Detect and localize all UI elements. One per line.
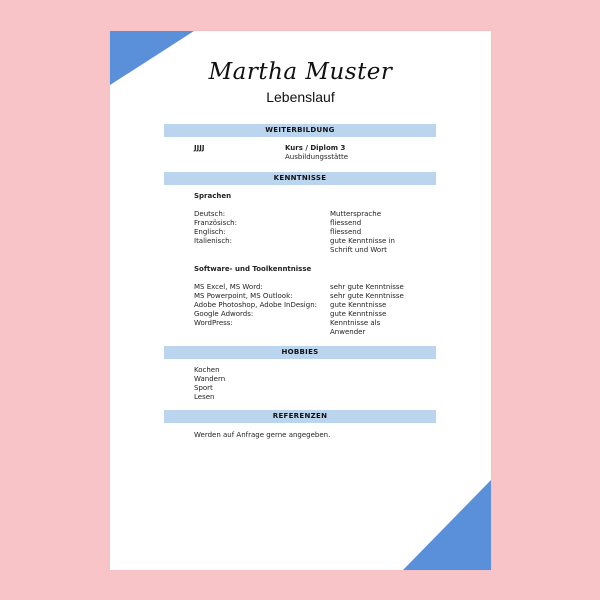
language-label: Englisch:: [194, 228, 226, 236]
language-value-continued: Schrift und Wort: [330, 246, 387, 254]
languages-heading: Sprachen: [194, 192, 232, 200]
language-label: Französisch:: [194, 219, 237, 227]
language-value: fliessend: [330, 228, 362, 236]
language-value: fliessend: [330, 219, 362, 227]
referenzen-text: Werden auf Anfrage gerne angegeben.: [194, 431, 331, 439]
hobby-item: Wandern: [194, 375, 226, 383]
software-value: gute Kenntnisse: [330, 310, 387, 318]
hobby-item: Kochen: [194, 366, 220, 374]
language-value: Muttersprache: [330, 210, 381, 218]
software-value: gute Kenntnisse: [330, 301, 387, 309]
hobby-item: Lesen: [194, 393, 215, 401]
software-label: MS Excel, MS Word:: [194, 283, 263, 291]
software-value: sehr gute Kenntnisse: [330, 283, 404, 291]
software-label: Google Adwords:: [194, 310, 254, 318]
weiterbildung-institution: Ausbildungsstätte: [285, 153, 349, 161]
weiterbildung-course: Kurs / Diplom 3: [285, 144, 346, 152]
section-header-hobbies: HOBBIES: [164, 346, 436, 359]
cv-page: [110, 31, 491, 570]
software-label: Adobe Photoshop, Adobe InDesign:: [194, 301, 317, 309]
software-value: Kenntnisse als: [330, 319, 381, 327]
software-label: WordPress:: [194, 319, 233, 327]
section-header-weiterbildung: WEITERBILDUNG: [164, 124, 436, 137]
corner-triangle-bottom-right: [403, 480, 491, 570]
weiterbildung-date: JJJJ: [194, 144, 205, 152]
person-name: Martha Muster: [208, 59, 393, 85]
language-label: Deutsch:: [194, 210, 226, 218]
software-value: sehr gute Kenntnisse: [330, 292, 404, 300]
software-label: MS Powerpoint, MS Outlook:: [194, 292, 293, 300]
software-value-continued: Anwender: [330, 328, 366, 336]
language-label: Italienisch:: [194, 237, 232, 245]
language-value: gute Kenntnisse in: [330, 237, 395, 245]
section-header-referenzen: REFERENZEN: [164, 410, 436, 423]
hobby-item: Sport: [194, 384, 213, 392]
software-heading: Software- und Toolkenntnisse: [194, 265, 312, 273]
section-header-kenntnisse: KENNTNISSE: [164, 172, 436, 185]
document-subtitle: Lebenslauf: [266, 89, 335, 105]
